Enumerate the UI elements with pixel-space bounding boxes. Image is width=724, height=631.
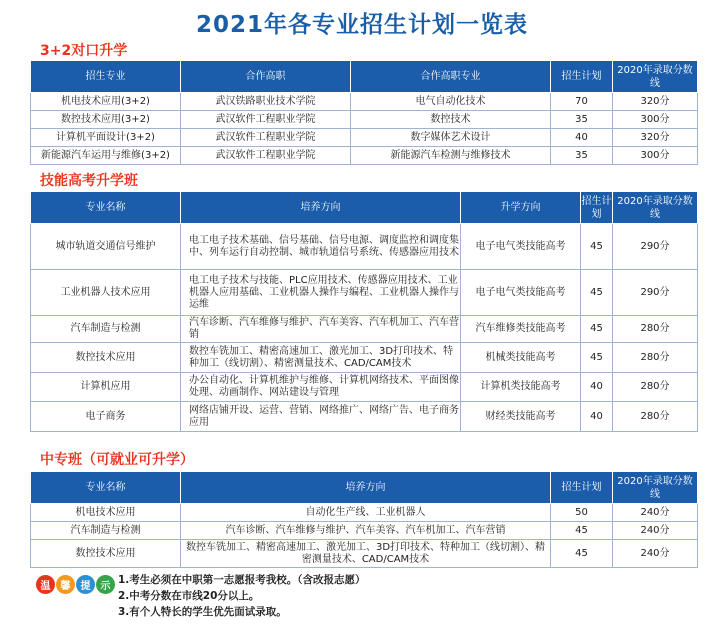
header-cell: 专业名称 (31, 472, 181, 504)
table-cell: 电子电气类技能高考 (461, 224, 581, 270)
table-cell: 70 (551, 93, 613, 111)
table-cell: 网络店铺开设、运营、营销、网络推广、网络广告、电子商务应用 (181, 402, 461, 432)
section-title-skills: 技能高考升学班 (40, 173, 138, 189)
table-cell: 240分 (613, 504, 698, 522)
table-skills-exam (30, 191, 698, 432)
note-line: 3.有个人特长的学生优先面试录取。 (118, 606, 287, 618)
table-cell: 电气自动化技术 (351, 93, 551, 111)
table-cell: 汽车制造与检测 (31, 522, 181, 540)
table-cell: 机械类技能高考 (461, 343, 581, 373)
header-cell: 招生计划 (551, 61, 613, 93)
table-cell: 武汉软件工程职业学院 (181, 147, 351, 165)
page-title: 2021年各专业招生计划一览表 (195, 12, 528, 38)
table-cell: 计算机平面设计(3+2) (31, 129, 181, 147)
table-cell: 武汉软件工程职业学院 (181, 111, 351, 129)
table-row (31, 93, 698, 111)
table-cell: 290分 (613, 224, 698, 270)
table-cell: 数控技术 (351, 111, 551, 129)
section-title-secondary: 中专班（可就业可升学） (40, 452, 194, 468)
header-cell: 培养方向 (181, 192, 461, 224)
table-cell: 数字媒体艺术设计 (351, 129, 551, 147)
note-line: 2.中考分数在市线20分以上。 (118, 590, 260, 602)
table-cell: 电工电子技术与技能、PLC应用技术、传感器应用技术、工业机器人应用基础、工业机器人操作与编程、工业机器人操作与运维 (181, 270, 461, 316)
header-cell: 升学方向 (461, 192, 581, 224)
table-cell: 45 (551, 540, 613, 568)
table-cell: 计算机类技能高考 (461, 373, 581, 402)
table-cell: 财经类技能高考 (461, 402, 581, 432)
table-cell: 机电技术应用 (31, 504, 181, 522)
tip-badge: 提 (76, 575, 95, 594)
table-cell: 武汉软件工程职业学院 (181, 129, 351, 147)
header-cell: 招生专业 (31, 61, 181, 93)
table-cell: 320分 (613, 93, 698, 111)
table-row (31, 224, 698, 270)
table-cell: 45 (581, 343, 613, 373)
table-row (31, 111, 698, 129)
table-cell: 数控技术应用 (31, 540, 181, 568)
table-cell: 机电技术应用(3+2) (31, 93, 181, 111)
header-cell: 2020年录取分数线 (613, 61, 698, 93)
table-cell: 汽车制造与检测 (31, 316, 181, 343)
header-cell: 2020年录取分数线 (613, 472, 698, 504)
table-cell: 数控技术应用(3+2) (31, 111, 181, 129)
table-cell: 计算机应用 (31, 373, 181, 402)
table-cell: 240分 (613, 540, 698, 568)
table-cell: 45 (581, 270, 613, 316)
table-cell: 电工电子技术基础、信号基础、信号电源、调度监控和调度集中、列车运行自动控制、城市轨道信号系统、传感器应用技术 (181, 224, 461, 270)
table-3plus2 (30, 60, 698, 165)
table-cell: 办公自动化、计算机维护与维修、计算机网络技术、平面图像处理、动画制作、网站建设与管理 (181, 373, 461, 402)
table-cell: 数控车铣加工、精密高速加工、激光加工、3D打印技术、特种加工（线切割）、精密测量技术、CAD/CAM技术 (181, 343, 461, 373)
header-cell: 招生计划 (551, 472, 613, 504)
table-cell: 汽车诊断、汽车维修与维护、汽车美容、汽车机加工、汽车营销 (181, 522, 551, 540)
table-row (31, 522, 698, 540)
table-cell: 40 (551, 129, 613, 147)
table-cell: 290分 (613, 270, 698, 316)
table-cell: 45 (581, 316, 613, 343)
table-cell: 280分 (613, 373, 698, 402)
header-cell: 专业名称 (31, 192, 181, 224)
table-cell: 320分 (613, 129, 698, 147)
table-cell: 工业机器人技术应用 (31, 270, 181, 316)
tip-badge: 温 (36, 575, 55, 594)
table-cell: 汽车维修类技能高考 (461, 316, 581, 343)
table-cell: 300分 (613, 111, 698, 129)
table-cell: 45 (581, 224, 613, 270)
table-row (31, 504, 698, 522)
table-row (31, 540, 698, 568)
header-cell: 合作高职专业 (351, 61, 551, 93)
header-cell: 招生计划 (581, 192, 613, 224)
table-row (31, 343, 698, 373)
table-secondary (30, 471, 698, 568)
table-cell: 40 (581, 373, 613, 402)
table-cell: 280分 (613, 343, 698, 373)
table-row (31, 402, 698, 432)
table-cell: 武汉铁路职业技术学院 (181, 93, 351, 111)
header-cell: 合作高职 (181, 61, 351, 93)
table-cell: 数控技术应用 (31, 343, 181, 373)
table-cell: 电子商务 (31, 402, 181, 432)
table-cell: 数控车铣加工、精密高速加工、激光加工、3D打印技术、特种加工（线切割）、精密测量技术、CAD/CAM技术 (181, 540, 551, 568)
table-cell: 汽车诊断、汽车维修与维护、汽车美容、汽车机加工、汽车营销 (181, 316, 461, 343)
table-cell: 50 (551, 504, 613, 522)
note-line: 1.考生必须在中职第一志愿报考我校。（含改报志愿） (118, 574, 366, 586)
table-row (31, 147, 698, 165)
tip-badge: 馨 (56, 575, 75, 594)
header-cell: 2020年录取分数线 (613, 192, 698, 224)
table-row (31, 316, 698, 343)
notes (118, 572, 366, 620)
table-cell: 280分 (613, 402, 698, 432)
table-row (31, 129, 698, 147)
header-cell: 培养方向 (181, 472, 551, 504)
table-cell: 40 (581, 402, 613, 432)
table-cell: 35 (551, 147, 613, 165)
table-cell: 城市轨道交通信号维护 (31, 224, 181, 270)
tip-badge: 示 (96, 575, 115, 594)
table-row (31, 270, 698, 316)
table-cell: 240分 (613, 522, 698, 540)
table-cell: 新能源汽车运用与维修(3+2) (31, 147, 181, 165)
table-row (31, 373, 698, 402)
table-cell: 280分 (613, 316, 698, 343)
table-cell: 新能源汽车检测与维修技术 (351, 147, 551, 165)
section-title-3plus2: 3+2对口升学 (40, 43, 128, 59)
table-cell: 电子电气类技能高考 (461, 270, 581, 316)
tips-badges (36, 575, 115, 594)
table-cell: 自动化生产线、工业机器人 (181, 504, 551, 522)
table-cell: 45 (551, 522, 613, 540)
table-cell: 300分 (613, 147, 698, 165)
table-cell: 35 (551, 111, 613, 129)
